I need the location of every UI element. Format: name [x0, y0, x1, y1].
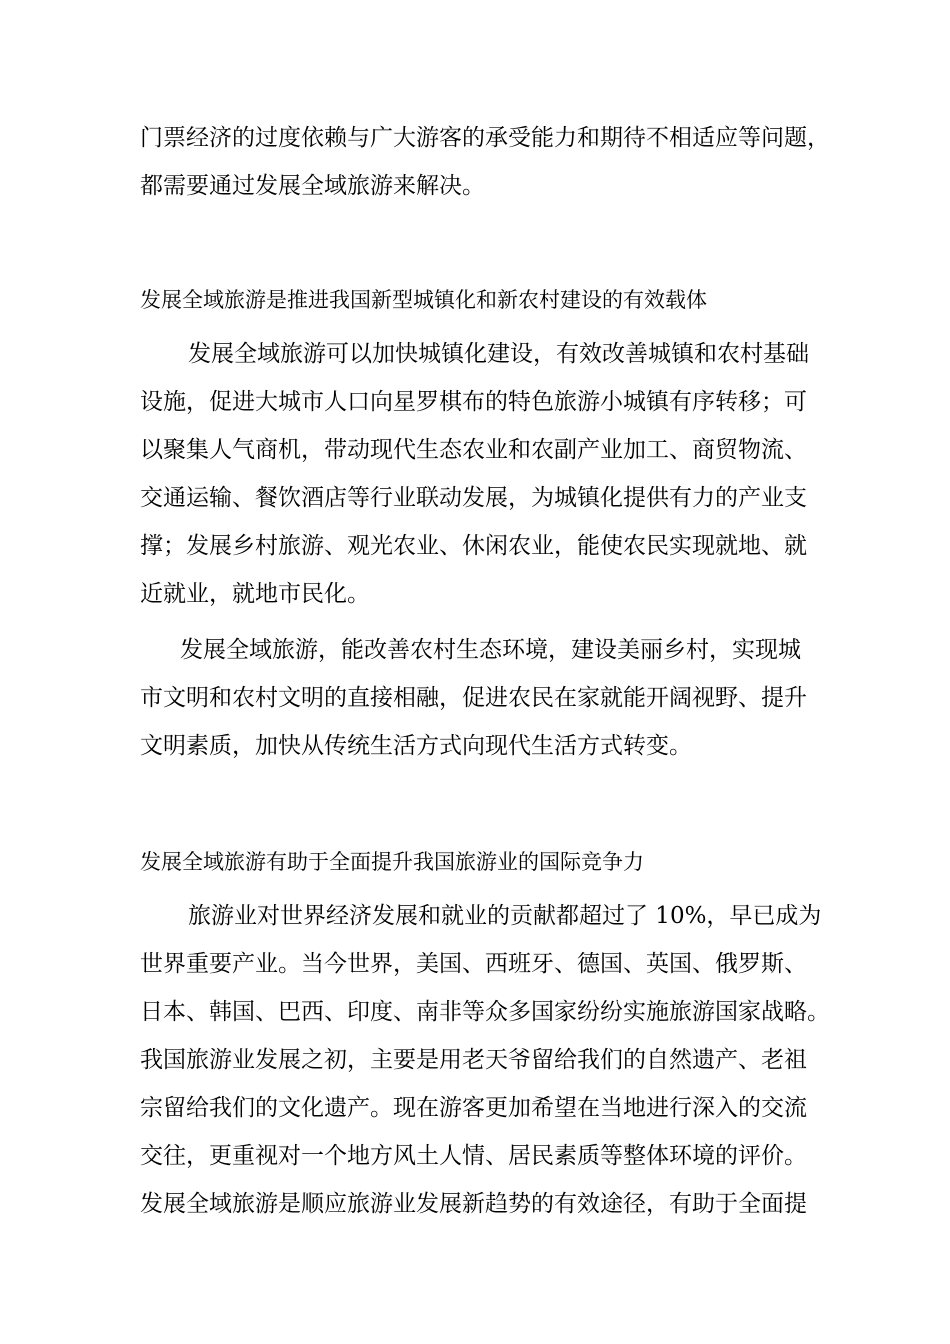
- section1-para1-line-6: 近就业，就地市民化。: [140, 581, 370, 607]
- section2-para1-line-6: 交往，更重视对一个地方风土人情、居民素质等整体环境的评价。: [140, 1143, 807, 1169]
- section2-heading: 发展全域旅游有助于全面提升我国旅游业的国际竞争力: [140, 850, 644, 874]
- section1-para2-line-1: 发展全域旅游，能改善农村生态环境，建设美丽乡村，实现城: [180, 637, 801, 663]
- section2-para1-line-7: 发展全域旅游是顺应旅游业发展新趋势的有效途径，有助于全面提: [140, 1191, 807, 1217]
- intro-line-1: 门票经济的过度依赖与广大游客的承受能力和期待不相适应等问题，: [140, 125, 830, 151]
- section1-para2-line-3: 文明素质，加快从传统生活方式向现代生活方式转变。: [140, 733, 692, 759]
- section1-heading: 发展全域旅游是推进我国新型城镇化和新农村建设的有效载体: [140, 288, 707, 312]
- section1-para2-line-2: 市文明和农村文明的直接相融，促进农民在家就能开阔视野、提升: [140, 685, 807, 711]
- section1-para1-line-4: 交通运输、餐饮酒店等行业联动发展，为城镇化提供有力的产业支: [140, 485, 807, 511]
- section1-para1-line-2: 设施，促进大城市人口向星罗棋布的特色旅游小城镇有序转移；可: [140, 389, 807, 415]
- section2-para1-line-3: 日本、韩国、巴西、印度、南非等众多国家纷纷实施旅游国家战略。: [140, 999, 830, 1025]
- section2-para1-line-1: 旅游业对世界经济发展和就业的贡献都超过了 10%，早已成为: [188, 903, 822, 929]
- section2-para1-line-2: 世界重要产业。当今世界，美国、西班牙、德国、英国、俄罗斯、: [140, 951, 807, 977]
- section1-para1-line-5: 撑；发展乡村旅游、观光农业、休闲农业，能使农民实现就地、就: [140, 533, 807, 559]
- section1-para1-line-3: 以聚集人气商机，带动现代生态农业和农副产业加工、商贸物流、: [140, 437, 807, 463]
- section2-para1-line-4: 我国旅游业发展之初，主要是用老天爷留给我们的自然遗产、老祖: [140, 1047, 807, 1073]
- section1-para1-line-1: 发展全域旅游可以加快城镇化建设，有效改善城镇和农村基础: [188, 341, 809, 367]
- intro-line-2: 都需要通过发展全域旅游来解决。: [140, 173, 485, 199]
- section2-para1-line-5: 宗留给我们的文化遗产。现在游客更加希望在当地进行深入的交流: [140, 1095, 807, 1121]
